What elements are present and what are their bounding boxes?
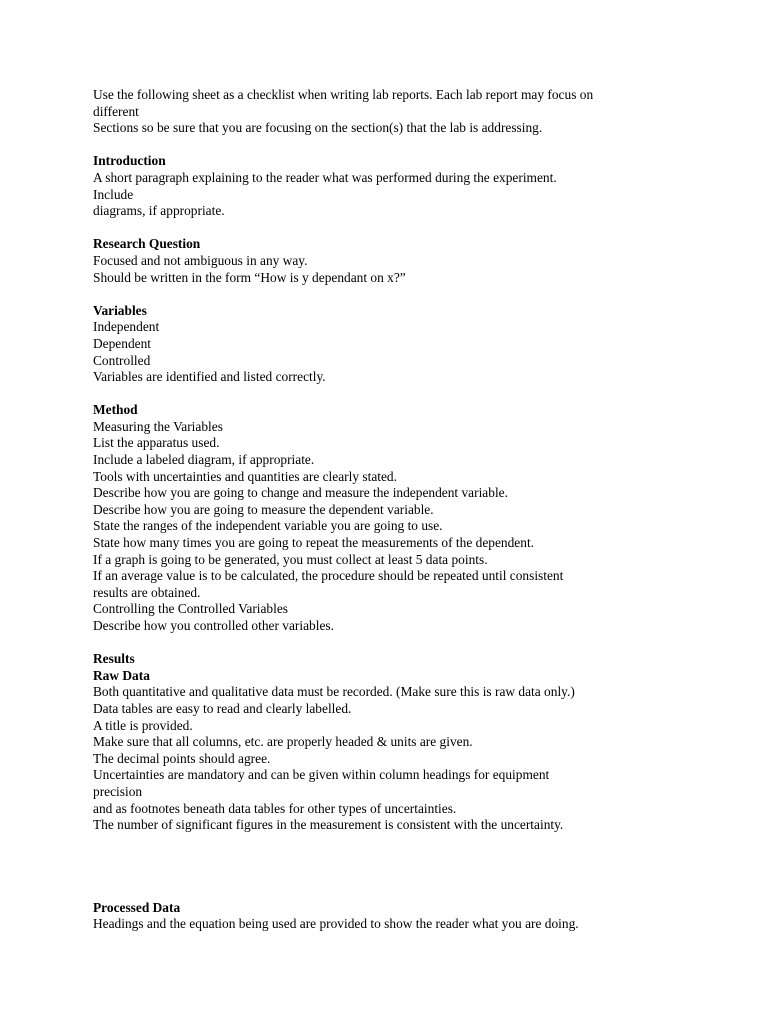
paragraph-gap	[93, 286, 693, 303]
variables-line: Variables are identified and listed correctly.	[93, 369, 326, 385]
paragraph-gap	[93, 386, 693, 403]
results-section	[93, 651, 693, 834]
results-line: precision	[93, 783, 143, 799]
variables-line: Controlled	[93, 352, 151, 368]
intro-section	[93, 87, 693, 137]
results-line: Both quantitative and qualitative data must be recorded. (Make sure this is raw data only.)	[93, 684, 575, 700]
results-line: Uncertainties are mandatory and can be given within column headings for equipment	[93, 767, 550, 783]
method-line: State how many times you are going to repeat the measurements of the dependent.	[93, 535, 535, 551]
method-line: results are obtained.	[93, 584, 201, 600]
method-line: Tools with uncertainties and quantities are clearly stated.	[93, 468, 397, 484]
method-line: List the apparatus used.	[93, 435, 220, 451]
paragraph-gap	[93, 635, 693, 652]
section-heading-processed-data: Processed Data	[93, 899, 181, 915]
processed-data-section	[93, 900, 693, 933]
intro-line: Use the following sheet as a checklist when writing lab reports. Each lab report may focus on	[93, 87, 594, 102]
introduction-line: diagrams, if appropriate.	[93, 203, 225, 219]
section-heading-introduction: Introduction	[93, 153, 166, 169]
results-line: Make sure that all columns, etc. are properly headed & units are given.	[93, 734, 473, 750]
variables-section	[93, 303, 693, 386]
research-question-line: Focused and not ambiguous in any way.	[93, 252, 308, 268]
method-section	[93, 402, 693, 634]
variables-line: Dependent	[93, 335, 152, 351]
results-line: The decimal points should agree.	[93, 750, 271, 766]
introduction-line: A short paragraph explaining to the reader what was performed during the experiment.	[93, 169, 557, 185]
method-line: Controlling the Controlled Variables	[93, 601, 289, 617]
intro-line: Sections so be sure that you are focusing on the section(s) that the lab is addressing.	[93, 120, 543, 136]
document-page	[93, 87, 693, 933]
variables-line: Independent	[93, 319, 160, 335]
results-line: and as footnotes beneath data tables for other types of uncertainties.	[93, 800, 457, 816]
subsection-heading-raw-data: Raw Data	[93, 667, 150, 683]
results-line: The number of significant figures in the measurement is consistent with the uncertainty.	[93, 817, 564, 833]
method-line: If a graph is going to be generated, you must collect at least 5 data points.	[93, 551, 488, 567]
method-line: Include a labeled diagram, if appropriate.	[93, 452, 315, 468]
method-line: Describe how you are going to change and measure the independent variable.	[93, 485, 508, 501]
section-heading-results: Results	[93, 651, 135, 667]
results-line: Data tables are easy to read and clearly labelled.	[93, 700, 352, 716]
section-heading-variables: Variables	[93, 302, 147, 318]
method-line: Measuring the Variables	[93, 418, 223, 434]
introduction-section	[93, 153, 693, 219]
research-question-section	[93, 236, 693, 286]
section-heading-research-question: Research Question	[93, 236, 201, 252]
research-question-line: Should be written in the form “How is y dependant on x?”	[93, 269, 406, 285]
results-line: A title is provided.	[93, 717, 193, 733]
paragraph-gap	[93, 220, 693, 237]
method-line: Describe how you are going to measure the dependent variable.	[93, 501, 434, 517]
method-line: Describe how you controlled other variables.	[93, 618, 334, 633]
method-line: State the ranges of the independent variable you are going to use.	[93, 518, 443, 534]
processed-data-line: Headings and the equation being used are provided to show the reader what you are doing.	[93, 916, 579, 932]
paragraph-gap	[93, 137, 693, 154]
introduction-line: Include	[93, 186, 134, 202]
method-line: If an average value is to be calculated, the procedure should be repeated until consistent	[93, 568, 564, 584]
section-heading-method: Method	[93, 402, 138, 418]
intro-line: different	[93, 103, 139, 119]
paragraph-gap	[93, 834, 693, 900]
